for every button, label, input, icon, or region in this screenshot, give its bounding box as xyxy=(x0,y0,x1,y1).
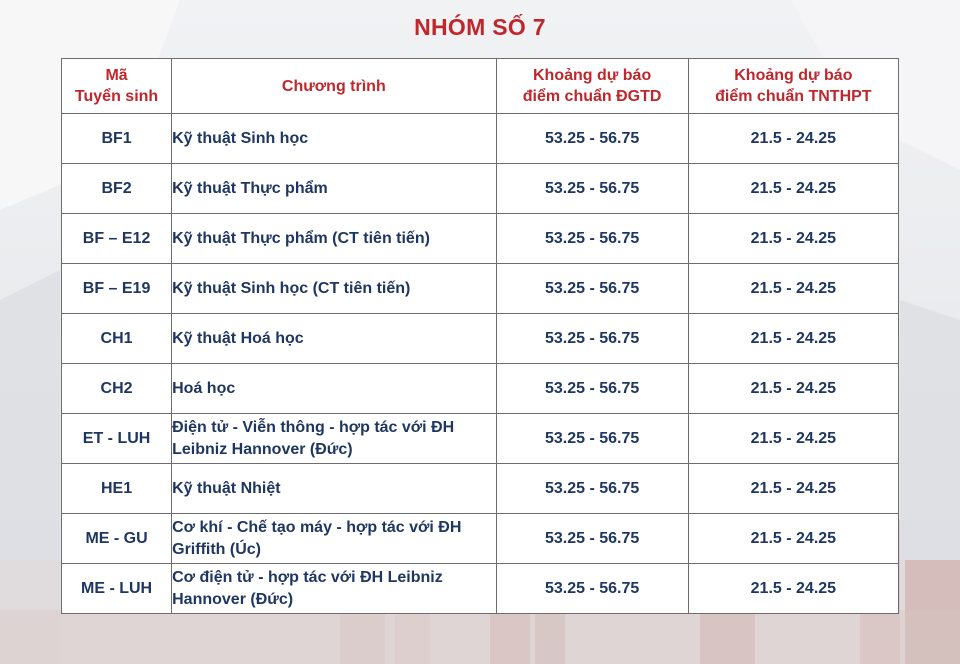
table-row xyxy=(62,414,899,464)
table-header-row xyxy=(62,59,899,114)
table-row xyxy=(62,264,899,314)
table-row xyxy=(62,564,899,614)
row-tnthpt-range: 21.5 - 24.25 xyxy=(688,114,898,164)
admission-score-table xyxy=(61,58,899,614)
row-program: Kỹ thuật Nhiệt xyxy=(172,464,496,514)
header-program-label: Chương trình xyxy=(281,77,386,95)
header-dgtd xyxy=(496,59,688,114)
header-code-line1: Mã xyxy=(105,67,128,84)
table-row xyxy=(62,314,899,364)
table-row xyxy=(62,214,899,264)
row-dgtd-range: 53.25 - 56.75 xyxy=(496,414,688,464)
header-tnthpt-line1: Khoảng dự báo xyxy=(734,67,853,84)
row-dgtd-range: 53.25 - 56.75 xyxy=(496,564,688,614)
header-tnthpt xyxy=(688,59,898,114)
row-tnthpt-range: 21.5 - 24.25 xyxy=(688,164,898,214)
row-program: Cơ điện tử - hợp tác với ĐH Leibniz Hannover (Đức) xyxy=(172,564,496,614)
header-program xyxy=(172,59,496,114)
row-code: CH1 xyxy=(62,314,172,364)
row-dgtd-range: 53.25 - 56.75 xyxy=(496,514,688,564)
row-dgtd-range: 53.25 - 56.75 xyxy=(496,214,688,264)
row-program: Cơ khí - Chế tạo máy - hợp tác với ĐH Griffith (Úc) xyxy=(172,514,496,564)
row-dgtd-range: 53.25 - 56.75 xyxy=(496,264,688,314)
row-dgtd-range: 53.25 - 56.75 xyxy=(496,364,688,414)
row-tnthpt-range: 21.5 - 24.25 xyxy=(688,364,898,414)
row-dgtd-range: 53.25 - 56.75 xyxy=(496,164,688,214)
row-code: HE1 xyxy=(62,464,172,514)
header-tnthpt-line2: điểm chuẩn TNTHPT xyxy=(715,88,872,105)
header-dgtd-line2: điểm chuẩn ĐGTD xyxy=(522,88,662,105)
row-code: BF – E12 xyxy=(62,214,172,264)
row-code: CH2 xyxy=(62,364,172,414)
header-code-line2: Tuyển sinh xyxy=(74,88,159,105)
row-code: BF – E19 xyxy=(62,264,172,314)
row-program: Kỹ thuật Thực phẩm (CT tiên tiến) xyxy=(172,214,496,264)
header-code xyxy=(62,59,172,114)
table-row xyxy=(62,114,899,164)
page-title: NHÓM SỐ 7 xyxy=(414,14,546,40)
row-code: ET - LUH xyxy=(62,414,172,464)
row-program: Kỹ thuật Thực phẩm xyxy=(172,164,496,214)
row-tnthpt-range: 21.5 - 24.25 xyxy=(688,464,898,514)
row-tnthpt-range: 21.5 - 24.25 xyxy=(688,564,898,614)
table-row xyxy=(62,514,899,564)
row-tnthpt-range: 21.5 - 24.25 xyxy=(688,214,898,264)
row-program: Hoá học xyxy=(172,364,496,414)
row-dgtd-range: 53.25 - 56.75 xyxy=(496,114,688,164)
table-row xyxy=(62,464,899,514)
row-dgtd-range: 53.25 - 56.75 xyxy=(496,464,688,514)
row-program: Kỹ thuật Sinh học (CT tiên tiến) xyxy=(172,264,496,314)
header-dgtd-line1: Khoảng dự báo xyxy=(532,67,652,84)
row-code: ME - LUH xyxy=(62,564,172,614)
row-code: ME - GU xyxy=(62,514,172,564)
row-program: Điện tử - Viễn thông - hợp tác với ĐH Leibniz Hannover (Đức) xyxy=(172,414,496,464)
row-tnthpt-range: 21.5 - 24.25 xyxy=(688,264,898,314)
row-program: Kỹ thuật Sinh học xyxy=(172,114,496,164)
table-row xyxy=(62,364,899,414)
row-dgtd-range: 53.25 - 56.75 xyxy=(496,314,688,364)
row-program: Kỹ thuật Hoá học xyxy=(172,314,496,364)
row-code: BF1 xyxy=(62,114,172,164)
row-tnthpt-range: 21.5 - 24.25 xyxy=(688,514,898,564)
row-tnthpt-range: 21.5 - 24.25 xyxy=(688,414,898,464)
row-code: BF2 xyxy=(62,164,172,214)
row-tnthpt-range: 21.5 - 24.25 xyxy=(688,314,898,364)
table-row xyxy=(62,164,899,214)
